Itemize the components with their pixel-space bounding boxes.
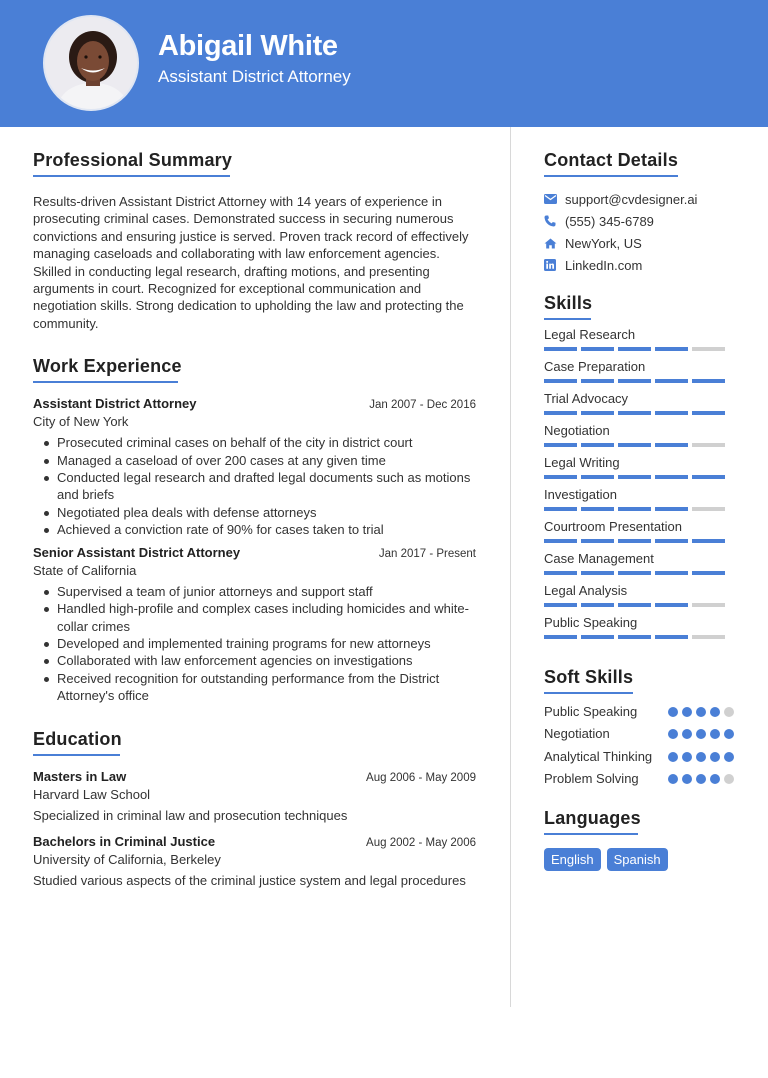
skill-level-segment [544,571,577,575]
bullet-item: Supervised a team of junior attorneys and support staff [33,583,476,600]
rating-dot [710,774,720,784]
soft-skills-list [544,703,734,788]
home-icon [544,238,565,249]
language-badge: Spanish [607,848,668,871]
skill-level-segment [581,603,614,607]
skill-level-segment [655,443,688,447]
rating-dot [668,729,678,739]
summary-text: Results-driven Assistant District Attorney with 14 years of experience in prosecuting criminal cases. Demonstrated success in securing numerous convictions and ensuring justice is served. Proven track record of effectively managing caseloads and collaborating with law enforcement agencies. Skilled in conducting legal research, drafting motions, and presenting arguments in court. Recognized for exceptional communication and negotiation skills. Strong dedication to upholding the law and protecting the community. [33,194,469,331]
rating-dot [696,752,706,762]
skill-level-segment [655,379,688,383]
column-divider [510,127,511,1007]
skill-level-segment [544,443,577,447]
job-bullets [33,434,476,538]
education-entry [33,769,476,824]
skill-level-segment [544,475,577,479]
skill-item [544,519,734,551]
skill-level-segment [655,507,688,511]
rating-dot [696,707,706,717]
skill-level-segment [581,347,614,351]
rating-dot [682,752,692,762]
bullet-item: Achieved a conviction rate of 90% for cases taken to trial [33,521,476,538]
skill-level-segment [544,539,577,543]
rating-dot [682,774,692,784]
section-heading: Languages [544,807,641,828]
skill-level-segment [692,603,725,607]
sidebar-column [544,150,734,871]
skill-level-segment [655,347,688,351]
skill-name: Legal Analysis [544,583,628,598]
skill-name: Courtroom Presentation [544,519,683,534]
email-text: support@cvdesigner.ai [565,191,698,207]
skill-level-segment [655,475,688,479]
soft-skills-section [544,667,734,788]
heading-underline [544,692,633,694]
soft-skill-name: Public Speaking [544,704,638,719]
heading-underline [33,381,178,383]
skill-level-segment [544,507,577,511]
rating-dot [724,752,734,762]
bullet-item: Received recognition for outstanding performance from the District Attorney's office [33,670,476,705]
rating-dot [668,707,678,717]
section-heading: Professional Summary [33,150,233,170]
main-column [33,150,476,889]
rating-dot [724,774,734,784]
envelope-icon [544,194,565,204]
skill-level-segment [692,635,725,639]
skills-list [544,327,734,647]
school-name: University of California, Berkeley [33,851,221,867]
skill-item [544,327,734,359]
skill-name: Legal Writing [544,455,620,470]
skill-level-segment [655,411,688,415]
skill-level-segment [692,475,725,479]
language-list [544,848,734,871]
heading-underline [544,318,591,320]
skill-level-segment [692,347,725,351]
location-text: NewYork, US [565,235,642,251]
skill-level-segment [544,379,577,383]
rating-dot [668,752,678,762]
section-heading: Education [33,728,122,749]
contact-phone[interactable] [544,210,734,232]
skill-level-bar [544,379,734,383]
skill-level-segment [692,571,725,575]
education-description: Studied various aspects of the criminal justice system and legal procedures [33,872,466,888]
skill-level-segment [581,411,614,415]
skill-level-segment [692,443,725,447]
skill-item [544,455,734,487]
candidate-name: Abigail White [158,30,338,62]
skill-level-segment [544,603,577,607]
job-organization: City of New York [33,414,129,430]
skill-level-segment [581,443,614,447]
languages-section [544,808,734,871]
job-organization: State of California [33,562,137,578]
skill-level-segment [692,411,725,415]
language-badge: English [544,848,601,871]
skill-level-bar [544,411,734,415]
soft-skill-rating [668,748,734,762]
degree-title: Bachelors in Criminal Justice [33,833,216,849]
skill-level-bar [544,635,734,639]
phone-icon [544,215,565,227]
profile-photo [43,15,139,111]
degree-title: Masters in Law [33,768,127,784]
skill-level-bar [544,347,734,351]
skill-level-segment [581,635,614,639]
rating-dot [710,752,720,762]
contact-linkedin[interactable] [544,254,734,276]
job-entry [33,545,476,705]
soft-skill-item [544,703,734,720]
rating-dot [696,729,706,739]
skill-name: Case Preparation [544,359,646,374]
job-entry [33,396,476,538]
education-description: Specialized in criminal law and prosecution techniques [33,807,348,823]
education-section [33,729,476,890]
skills-section [544,293,734,647]
skill-level-segment [692,539,725,543]
soft-skill-item [544,770,734,787]
phone-text: (555) 345-6789 [565,213,654,229]
skill-level-bar [544,507,734,511]
skill-level-segment [618,571,651,575]
skill-name: Trial Advocacy [544,391,629,406]
skill-level-bar [544,475,734,479]
soft-skill-name: Analytical Thinking [544,748,653,764]
rating-dot [710,729,720,739]
job-title: Assistant District Attorney [33,396,197,412]
skill-level-bar [544,603,734,607]
linkedin-text: LinkedIn.com [565,257,643,273]
bullet-item: Conducted legal research and drafted legal documents such as motions and briefs [33,469,476,504]
contact-section [544,150,734,276]
skill-level-segment [655,635,688,639]
skill-level-segment [618,347,651,351]
bullet-item: Prosecuted criminal cases on behalf of the city in district court [33,434,476,451]
skill-name: Investigation [544,487,617,502]
heading-underline [544,833,638,835]
skill-level-segment [581,475,614,479]
soft-skill-item [544,748,734,765]
skill-level-segment [581,507,614,511]
skill-level-segment [618,507,651,511]
section-heading: Contact Details [544,150,679,170]
skill-level-bar [544,539,734,543]
soft-skill-rating [668,725,734,739]
job-dates: Jan 2017 - Present [378,547,476,560]
skill-name: Legal Research [544,327,636,342]
skill-level-bar [544,571,734,575]
section-heading: Soft Skills [544,667,634,687]
rating-dot [696,774,706,784]
job-title: Senior Assistant District Attorney [33,544,241,560]
skill-item [544,583,734,615]
job-dates: Jan 2007 - Dec 2016 [369,399,476,412]
job-bullets [33,583,476,705]
skill-level-segment [581,571,614,575]
skill-item [544,423,734,455]
skill-level-segment [618,475,651,479]
skill-level-segment [655,571,688,575]
rating-dot [724,707,734,717]
rating-dot [724,729,734,739]
skill-name: Public Speaking [544,615,638,630]
skill-item [544,359,734,391]
skill-item [544,391,734,423]
rating-dot [710,707,720,717]
skill-name: Negotiation [544,423,610,438]
heading-underline [33,175,230,177]
education-entry [33,834,476,889]
skill-level-segment [618,539,651,543]
skill-level-segment [618,443,651,447]
contact-email[interactable] [544,188,734,210]
rating-dot [682,707,692,717]
skill-item [544,615,734,647]
skill-level-segment [692,507,725,511]
skill-level-segment [581,379,614,383]
skill-level-segment [655,603,688,607]
skill-level-segment [544,411,577,415]
soft-skill-name: Problem Solving [544,771,639,787]
skill-level-segment [544,635,577,639]
school-name: Harvard Law School [33,786,151,802]
experience-section [33,356,476,704]
candidate-title: Assistant District Attorney [158,67,351,86]
soft-skill-item [544,725,734,742]
rating-dot [668,774,678,784]
rating-dot [682,729,692,739]
section-heading: Work Experience [33,356,182,377]
skill-item [544,487,734,519]
skill-level-segment [692,379,725,383]
soft-skill-rating [668,703,734,717]
soft-skill-rating [668,770,734,784]
skill-item [544,551,734,583]
skill-level-segment [655,539,688,543]
skill-level-segment [618,603,651,607]
section-heading: Skills [544,293,593,313]
education-dates: Aug 2002 - May 2006 [366,836,476,849]
contact-location [544,232,734,254]
skill-level-bar [544,443,734,447]
heading-underline [544,175,678,177]
skill-name: Case Management [544,551,654,566]
bullet-item: Collaborated with law enforcement agencies on investigations [33,652,476,669]
skill-level-segment [618,411,651,415]
soft-skill-name: Negotiation [544,726,610,742]
summary-section [33,150,476,332]
skill-level-segment [581,539,614,543]
skill-level-segment [618,635,651,639]
resume-header [0,0,768,127]
bullet-item: Negotiated plea deals with defense attorneys [33,504,476,521]
skill-level-segment [618,379,651,383]
bullet-item: Developed and implemented training programs for new attorneys [33,635,476,652]
bullet-item: Handled high-profile and complex cases including homicides and white-collar crimes [33,600,476,635]
linkedin-icon [544,259,565,271]
education-dates: Aug 2006 - May 2009 [366,771,476,784]
skill-level-segment [544,347,577,351]
bullet-item: Managed a caseload of over 200 cases at any given time [33,452,476,469]
heading-underline [33,754,120,756]
